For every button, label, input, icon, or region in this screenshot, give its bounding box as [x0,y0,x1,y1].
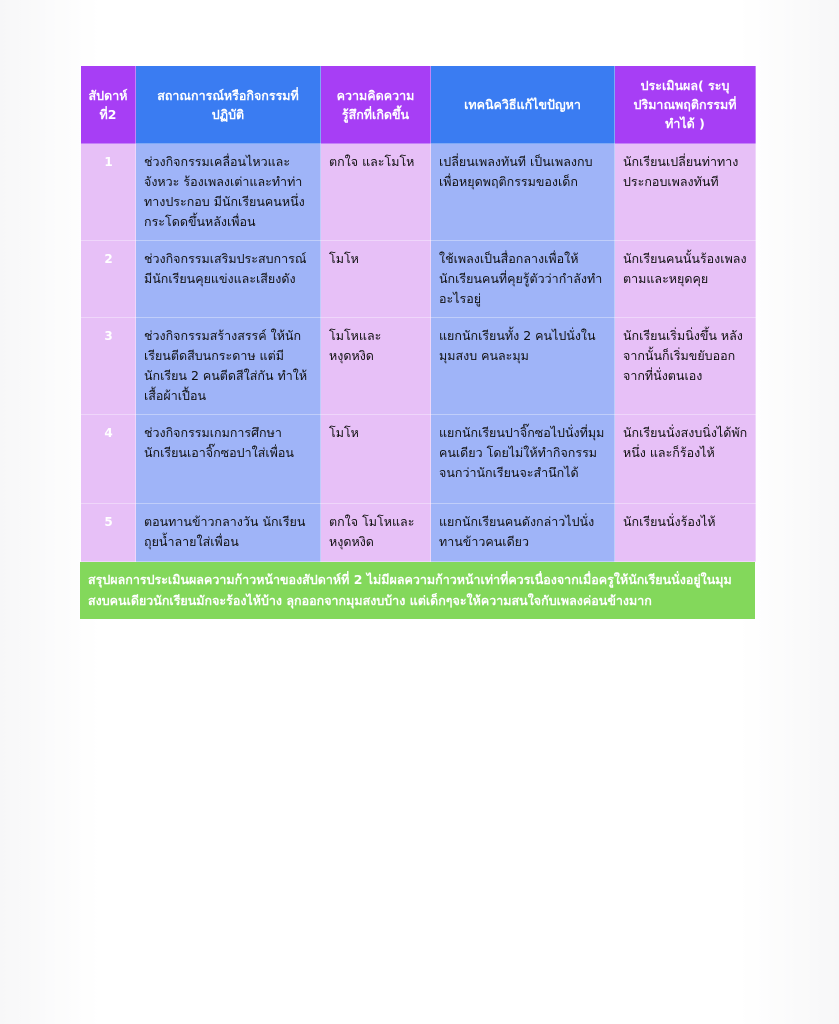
technique-cell: แยกนักเรียนคนดังกล่าวไปนั่งทานข้าวคนเดียว [431,504,615,562]
feeling-cell: ตกใจ และโมโห [321,144,431,241]
table-row [81,318,756,415]
header-week: สัปดาห์ที่2 [81,66,136,144]
evaluation-cell: นักเรียนนั่งสงบนิ่งได้พักหนึ่ง และก็ร้องไห้ [615,415,756,504]
feeling-cell: โมโห [321,241,431,318]
situation-cell: ช่วงกิจกรรมเคลื่อนไหวและจังหวะ ร้องเพลงเต่าและทำท่าทางประกอบ มีนักเรียนคนหนึ่งกระโดดขึ้นหลังเพื่อน [136,144,321,241]
week-number: 1 [81,144,136,241]
evaluation-cell: นักเรียนเปลี่ยนท่าทางประกอบเพลงทันที [615,144,756,241]
technique-cell: แยกนักเรียนปาจิ๊กซอไปนั่งที่มุมคนเดียว โดยไม่ให้ทำกิจกรรม จนกว่านักเรียนจะสำนึกได้ [431,415,615,504]
feeling-cell: โมโห [321,415,431,504]
week-number: 3 [81,318,136,415]
summary-box: สรุปผลการประเมินผลความก้าวหน้าของสัปดาห์ที่ 2 ไม่มีผลความก้าวหน้าเท่าที่ควรเนื่องจากเมื่อครูให้นักเรียนนั่งอยู่ในมุมสงบคนเดียวนักเรียนมักจะร้องไห้บ้าง ลุกออกจากมุมสงบบ้าง แต่เด็กๆจะให้ความสนใจกับเพลงค่อนข้างมาก [80,562,755,619]
evaluation-cell: นักเรียนคนนั้นร้องเพลงตามและหยุดคุย [615,241,756,318]
header-evaluation: ประเมินผล( ระบุปริมาณพฤติกรรมที่ทำได้ ) [615,66,756,144]
evaluation-table [80,65,756,562]
table-row [81,144,756,241]
week-number: 2 [81,241,136,318]
table-header-row [81,66,756,144]
header-feeling: ความคิดความรู้สึกที่เกิดขึ้น [321,66,431,144]
week-number: 4 [81,415,136,504]
table-row [81,415,756,504]
table-row [81,241,756,318]
header-technique: เทคนิควิธีแก้ไขปัญหา [431,66,615,144]
situation-cell: ช่วงกิจกรรมเกมการศึกษา นักเรียนเอาจิ๊กซอปาใส่เพื่อน [136,415,321,504]
technique-cell: แยกนักเรียนทั้ง 2 คนไปนั่งในมุมสงบ คนละมุม [431,318,615,415]
feeling-cell: ตกใจ โมโหและหงุดหงิด [321,504,431,562]
table-row [81,504,756,562]
situation-cell: ตอนทานข้าวกลางวัน นักเรียนถุยน้ำลายใส่เพื่อน [136,504,321,562]
feeling-cell: โมโหและหงุดหงิด [321,318,431,415]
technique-cell: ใช้เพลงเป็นสื่อกลางเพื่อให้นักเรียนคนที่คุยรู้ตัวว่ากำลังทำอะไรอยู่ [431,241,615,318]
technique-cell: เปลี่ยนเพลงทันที เป็นเพลงกบเพื่อหยุดพฤติกรรมของเด็ก [431,144,615,241]
evaluation-cell: นักเรียนเริ่มนิ่งขึ้น หลังจากนั้นก็เริ่มขยับออกจากที่นั่งตนเอง [615,318,756,415]
situation-cell: ช่วงกิจกรรมเสริมประสบการณ์ มีนักเรียนคุยแข่งและเสียงดัง [136,241,321,318]
week-number: 5 [81,504,136,562]
header-situation: สถาณการณ์หรือกิจกรรมที่ปฏิบัติ [136,66,321,144]
evaluation-cell: นักเรียนนั่งร้องไห้ [615,504,756,562]
evaluation-table-container [80,65,755,619]
situation-cell: ช่วงกิจกรรมสร้างสรรค์ ให้นักเรียนตีดสีบนกระดาษ แต่มีนักเรียน 2 คนตีดสีใส่กัน ทำให้เสื้อผ้าเปื้อน [136,318,321,415]
